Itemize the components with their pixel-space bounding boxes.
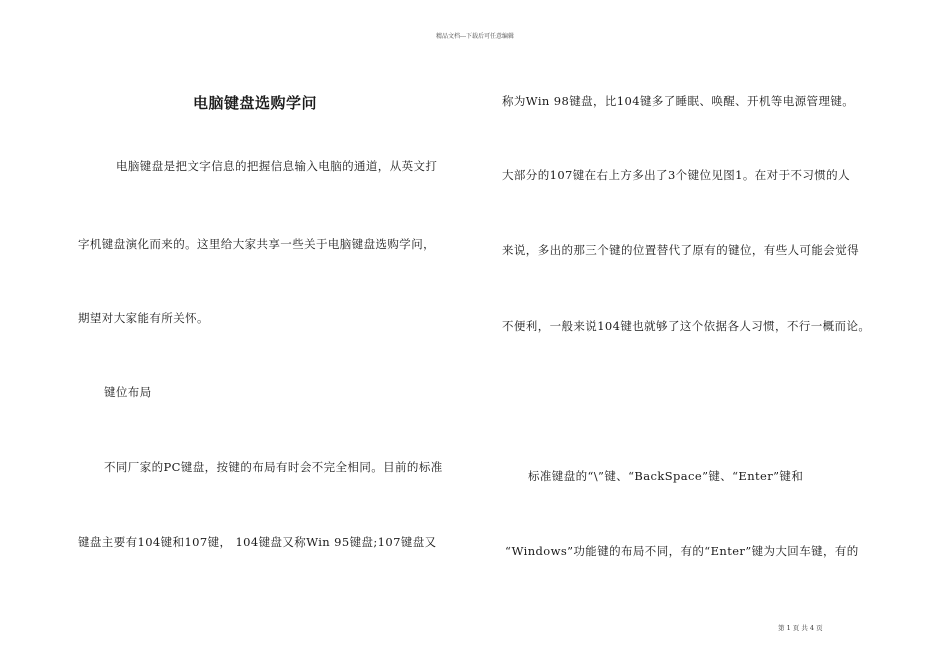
left-paragraph-line: 键盘主要有104键和107键， 104键盘又称Win 95键盘;107键盘又 — [78, 535, 437, 549]
section-heading: 键位布局 — [104, 385, 152, 399]
right-paragraph-line: 不便利，一般来说104键也就够了这个依据各人习惯，不行一概而论。 — [502, 319, 871, 333]
left-paragraph-line: 字机键盘演化而来的。这里给大家共享一些关于电脑键盘选购学问， — [78, 237, 435, 251]
right-paragraph-line: 来说，多出的那三个键的位置替代了原有的键位，有些人可能会觉得 — [502, 243, 859, 257]
left-paragraph-line: 电脑键盘是把文字信息的把握信息输入电脑的通道，从英文打 — [116, 159, 438, 173]
right-paragraph-line: 称为Win 98键盘，比104键多了睡眠、唤醒、开机等电源管理键。 — [502, 94, 855, 108]
right-paragraph-line: “Windows”功能键的布局不同，有的“Enter”键为大回车键，有的 — [505, 544, 859, 558]
right-paragraph-line: 大部分的107键在右上方多出了3个键位见图1。在对于不习惯的人 — [502, 168, 850, 182]
left-paragraph-line: 期望对大家能有所关怀。 — [78, 311, 209, 325]
right-paragraph-line: 标准键盘的“\”键、“BackSpace”键、“Enter”键和 — [528, 469, 804, 483]
page-number: 第 1 页 共 4 页 — [778, 624, 823, 632]
page-header: 精品文档---下载后可任意编辑 — [435, 33, 515, 40]
left-paragraph-line: 不同厂家的PC键盘，按键的布局有时会不完全相同。目前的标准 — [104, 460, 443, 474]
document-title: 电脑键盘选购学问 — [193, 94, 318, 112]
